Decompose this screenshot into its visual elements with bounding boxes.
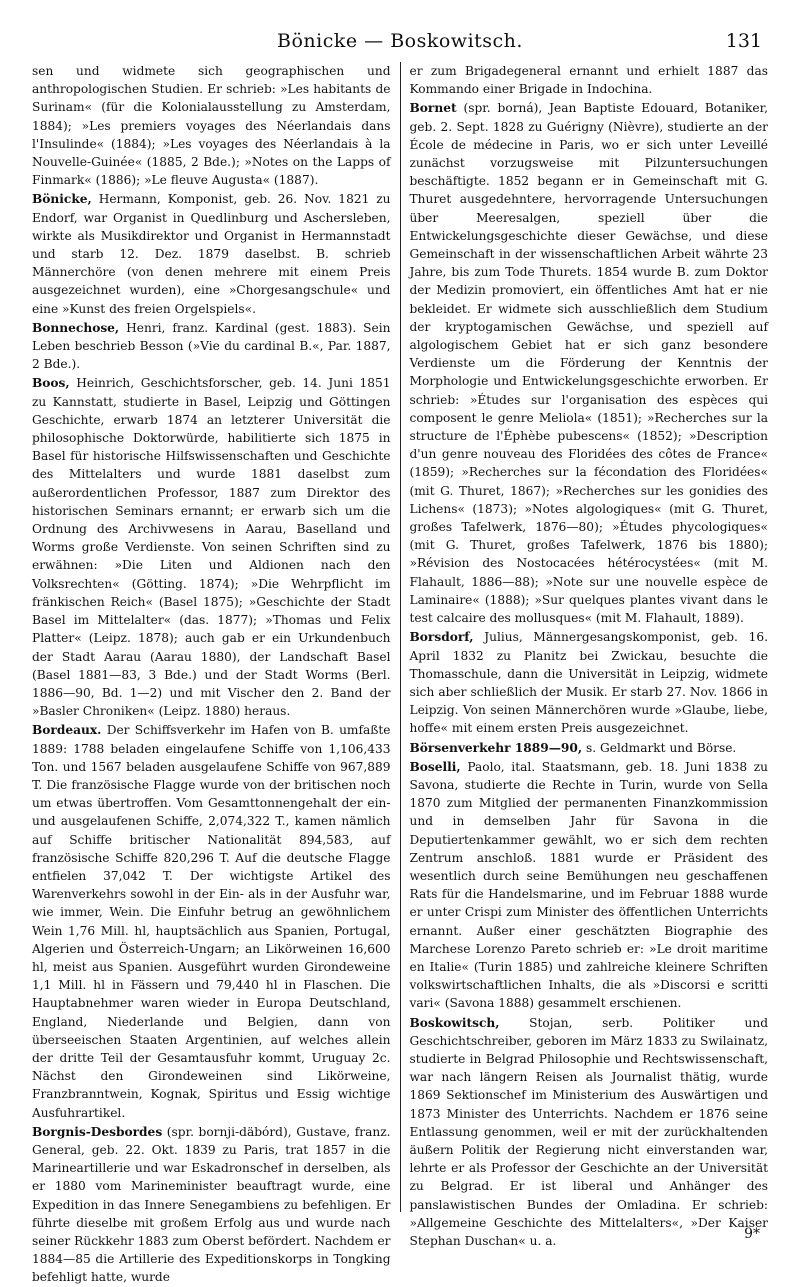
entry-headword: Bönicke,	[32, 192, 92, 207]
printer-signature: 9*	[744, 1226, 760, 1242]
entry-text: (spr. borná), Jean Baptiste Edouard, Botaniker, geb. 2. Sept. 1828 zu Guérigny (Nièvre), studierte an der École de médecine in Paris, wo er sich unter Leveillé zunächst vorzugsweise mit Pilzuntersuchungen beschäftigte. 1852 begann er in Gemeinschaft mit G. Thuret ausgedehntere, hervorragende Untersuchungen über Meeresalgen, speziell über die Entwickelungsgeschichte dieser Gewächse, und diese Gemeinschaft in der wissenschaftlichen Arbeit währte 23 Jahre, bis zum Tode Thurets. 1854 wurde B. zum Doktor der Medizin promoviert, ein öffentliches Amt hat er nie bekleidet. Er widmete sich ausschließlich dem Studium der kryptogamischen Gewächse, und speziell auf algologischem Gebiet hat er sich ganz besondere Verdienste um die Förderung der Kenntnis der Morphologie und Entwickelungsgeschichte erworben. Er schrieb: »Études sur l'organisation des espèces qui composent le genre Meliola« (1851); »Recherches sur la structure de l'Éphèbe pubescens« (1852); »Description d'un genre nouveau des Floridées des côtes de France« (1859); »Recherches sur la fécondation des Floridées« (mit G. Thuret, 1867); »Recherches sur les gonidies des Lichens« (1873); »Notes algologiques« (mit G. Thuret, großes Tafelwerk, 1876—80); »Études phycologiques« (mit G. Thuret, großes Tafelwerk, 1876 bis 1880); »Révision des Nostocacées hétérocystées« (mit M. Flahault, 1886—88); »Note sur une nouvelle espèce de Laminaire« (1888); »Sur quelques plantes vivant dans le test calcaire des mollusques« (mit M. Flahault, 1889).	[409, 101, 769, 626]
entry-text: Stojan, serb. Politiker und Geschichtschreiber, geboren im März 1833 zu Swilainatz, studierte in Belgrad Philosophie und Rechtswissenschaft, war nach längern Reisen als Journalist thätig, wurde 1869 Sektionschef im Ministerium des Auswärtigen und 1873 Minister des Unterrichts. Nachdem er 1876 seine Entlassung genommen, weil er mit der zurückhaltenden äußern Politik der Regierung nicht einverstanden war, lehrte er als Professor der Geschichte an der Universität zu Belgrad. Er ist liberal und Anhänger des panslawistischen Bundes der Omladina. Er schrieb: »Allgemeine Geschichte des Mittelalters«, »Der Kaiser Stephan Duschan« u. a.	[409, 1015, 768, 1248]
text-columns	[32, 62, 769, 1285]
entry-headword: Borsdorf,	[409, 630, 474, 645]
entry-text: Hermann, Komponist, geb. 26. Nov. 1821 zu Endorf, war Organist in Quedlinburg und Aschersleben, wirkte als Musikdirektor und Organist in Hermannstadt und starb 12. Dez. 1879 daselbst. B. schrieb Männerchöre (von denen mehrere mit einem Preis ausgezeichnet wurden), eine »Chorgesangschule« und eine »Kunst des freien Orgelspiels«.	[32, 192, 391, 316]
left-column	[32, 62, 400, 1285]
entry-text: Henri, franz. Kardinal (gest. 1883). Sein Leben beschrieb Besson (»Vie du cardinal B.«, Par. 1887, 2 Bde.).	[32, 320, 391, 372]
entry-boenicke	[32, 190, 391, 317]
entry-text: Julius, Männergesangskomponist, geb. 16. April 1832 zu Planitz bei Zwickau, besuchte die Thomasschule, dann die Universität in Leipzig, widmete sich aber schließlich der Musik. Er starb 27. Nov. 1866 in Leipzig. Von seinen Männerchören wurde »Glaube, liebe, hoffe« mit einem ersten Preis ausgezeichnet.	[409, 630, 768, 736]
entry-boersenverkehr	[410, 739, 769, 757]
running-title: Bönicke — Boskowitsch.	[277, 30, 523, 52]
entry-boselli	[410, 758, 769, 1013]
entry-headword: Boos,	[32, 376, 70, 391]
entry-bordeaux	[32, 721, 391, 1121]
entry-text: Paolo, ital. Staatsmann, geb. 18. Juni 1838 zu Savona, studierte die Rechte in Turin, wurde von Sella 1870 zum Mitglied der permanenten Finanzkommission und in demselben Jahr für Savona in die Deputiertenkammer gewählt, wo er sich dem rechten Zentrum anschloß. 1881 wurde er Präsident des wesentlich durch seine Bemühungen neu geschaffenen Rats für die Handelsmarine, und im Februar 1888 wurde er unter Crispi zum Minister des öffentlichen Unterrichts ernannt. Außer einer geschätzten Biographie des Marchese Lorenzo Pareto schrieb er: »Le droit maritime en Italie« (Turin 1885) und zahlreiche kleinere Schriften volkswirtschaftlichen Inhalts, die als »Discorsi e scritti vari« (Savona 1888) gesammelt erschienen.	[409, 759, 769, 1011]
entry-text: (spr. bornji-däbórd), Gustave, franz. General, geb. 22. Okt. 1839 zu Paris, trat 1857 in die Marineartillerie und war Eskadronschef in derselben, als er 1880 vom Marineminister beauftragt wurde, eine Expedition in das Innere Senegambiens zu befehligen. Er führte dieselbe mit großem Erfolg aus und wurde nach seiner Rückkehr 1883 zum Oberst befördert. Nachdem er 1884—85 die Artillerie des Expeditionskorps in Tongking befehligt hatte, wurde	[32, 1124, 391, 1285]
entry-text: s. Geldmarkt und Börse.	[586, 740, 737, 755]
entry-headword: Bonnechose,	[32, 320, 120, 335]
entry-boos	[32, 374, 391, 720]
continuation-text: er zum Brigadegeneral ernannt und erhielt 1887 das Kommando einer Brigade in Indochina.	[409, 64, 768, 97]
page-number: 131	[725, 30, 762, 52]
entry-headword: Borgnis-Desbordes	[32, 1124, 163, 1139]
entry-text: Heinrich, Geschichtsforscher, geb. 14. Juni 1851 zu Kannstatt, studierte in Basel, Leipzig und Göttingen Geschichte, erwarb 1874 an letzterer Universität die philosophische Doktorwürde, habilitierte sich 1875 in Basel für historische Hilfswissenschaften und Geschichte des Mittelalters und wurde 1881 daselbst zum außerordentlichen Professor, 1887 zum Direktor des historischen Seminars ernannt; er erwarb sich um die Ordnung des Archivwesens in Aarau, Baselland und Worms große Verdienste. Von seinen Schriften sind zu erwähnen: »Die Liten und Aldionen nach den Volksrechten« (Götting. 1874); »Die Wehrpflicht im fränkischen Reich« (Basel 1875); »Geschichte der Stadt Basel im Mittelalter« (das. 1877); »Thomas und Felix Platter« (Leipz. 1878); auch gab er ein Urkundenbuch der Stadt Aarau (Aarau 1880), der Landschaft Basel (Basel 1881—83, 3 Bde.) und der Stadt Worms (Berl. 1886—90, Bd. 1—2) und mit Vischer den 2. Band der »Basler Chroniken« (Leipz. 1880) heraus.	[32, 376, 391, 719]
entry-borsdorf	[410, 628, 769, 737]
entry-headword: Boselli,	[409, 759, 461, 774]
entry-headword: Boskowitsch,	[409, 1015, 500, 1030]
entry-headword: Bornet	[409, 101, 457, 116]
continuation-text: sen und widmete sich geographischen und anthropologischen Studien. Er schrieb: »Les habitants de Surinam« (für die Kolonialausstellung zu Amsterdam, 1884); »Les premiers voyages des Néerlandais dans l'Insulinde« (1884); »Les voyages des Néerlandais à la Nouvelle-Guinée« (1885, 2 Bde.); »Notes on the Lapps of Finmark« (1886); »Le fleuve Augusta« (1887).	[32, 64, 391, 188]
entry-headword: Bordeaux.	[32, 723, 102, 738]
page-header	[32, 30, 768, 62]
right-column	[401, 62, 769, 1248]
entry-text: Der Schiffsverkehr im Hafen von B. umfaßte 1889: 1788 beladen eingelaufene Schiffe von 1,106,433 Ton. und 1567 beladen ausgelaufene Schiffe von 967,889 T. Die französische Flagge wurde von der britischen noch um etwas übertroffen. Vom Gesamttonnengehalt der ein- und ausgelaufenen Schiffe, 2,074,322 T., kamen nämlich auf Schiffe britischer Nationalität 894,583, auf französische Schiffe 820,296 T. Auf die deutsche Flagge entfielen 37,042 T. Der wichtigste Artikel des Warenverkehrs sowohl in der Ein- als in der Ausfuhr war, wie immer, Wein. Die Einfuhr betrug an gewöhnlichem Wein 1,76 Mill. hl, hauptsächlich aus Spanien, Portugal, Algerien und Österreich-Ungarn; an Likörweinen 16,600 hl, meist aus Spanien. Ausgeführt wurden Girondeweine 1,1 Mill. hl in Fässern und 79,440 hl in Flaschen. Die Hauptabnehmer waren wieder in Europa Deutschland, England, Niederlande und Belgien, dann von überseeischen Staaten Argentinien, auf welches allein der dritte Teil der Gesamtausfuhr kommt, Uruguay 2c. Nächst den Girondeweinen sind Likörweine, Franzbranntwein, Kognak, Spiritus und Essig wichtige Ausfuhrartikel.	[32, 723, 391, 1120]
entry-borgnis-desbordes	[32, 1123, 391, 1287]
entry-headword: Börsenverkehr 1889—90,	[409, 740, 583, 755]
entry-bornet	[410, 99, 769, 627]
entry-boskowitsch	[410, 1014, 769, 1251]
entry-bonnechose	[32, 319, 391, 374]
